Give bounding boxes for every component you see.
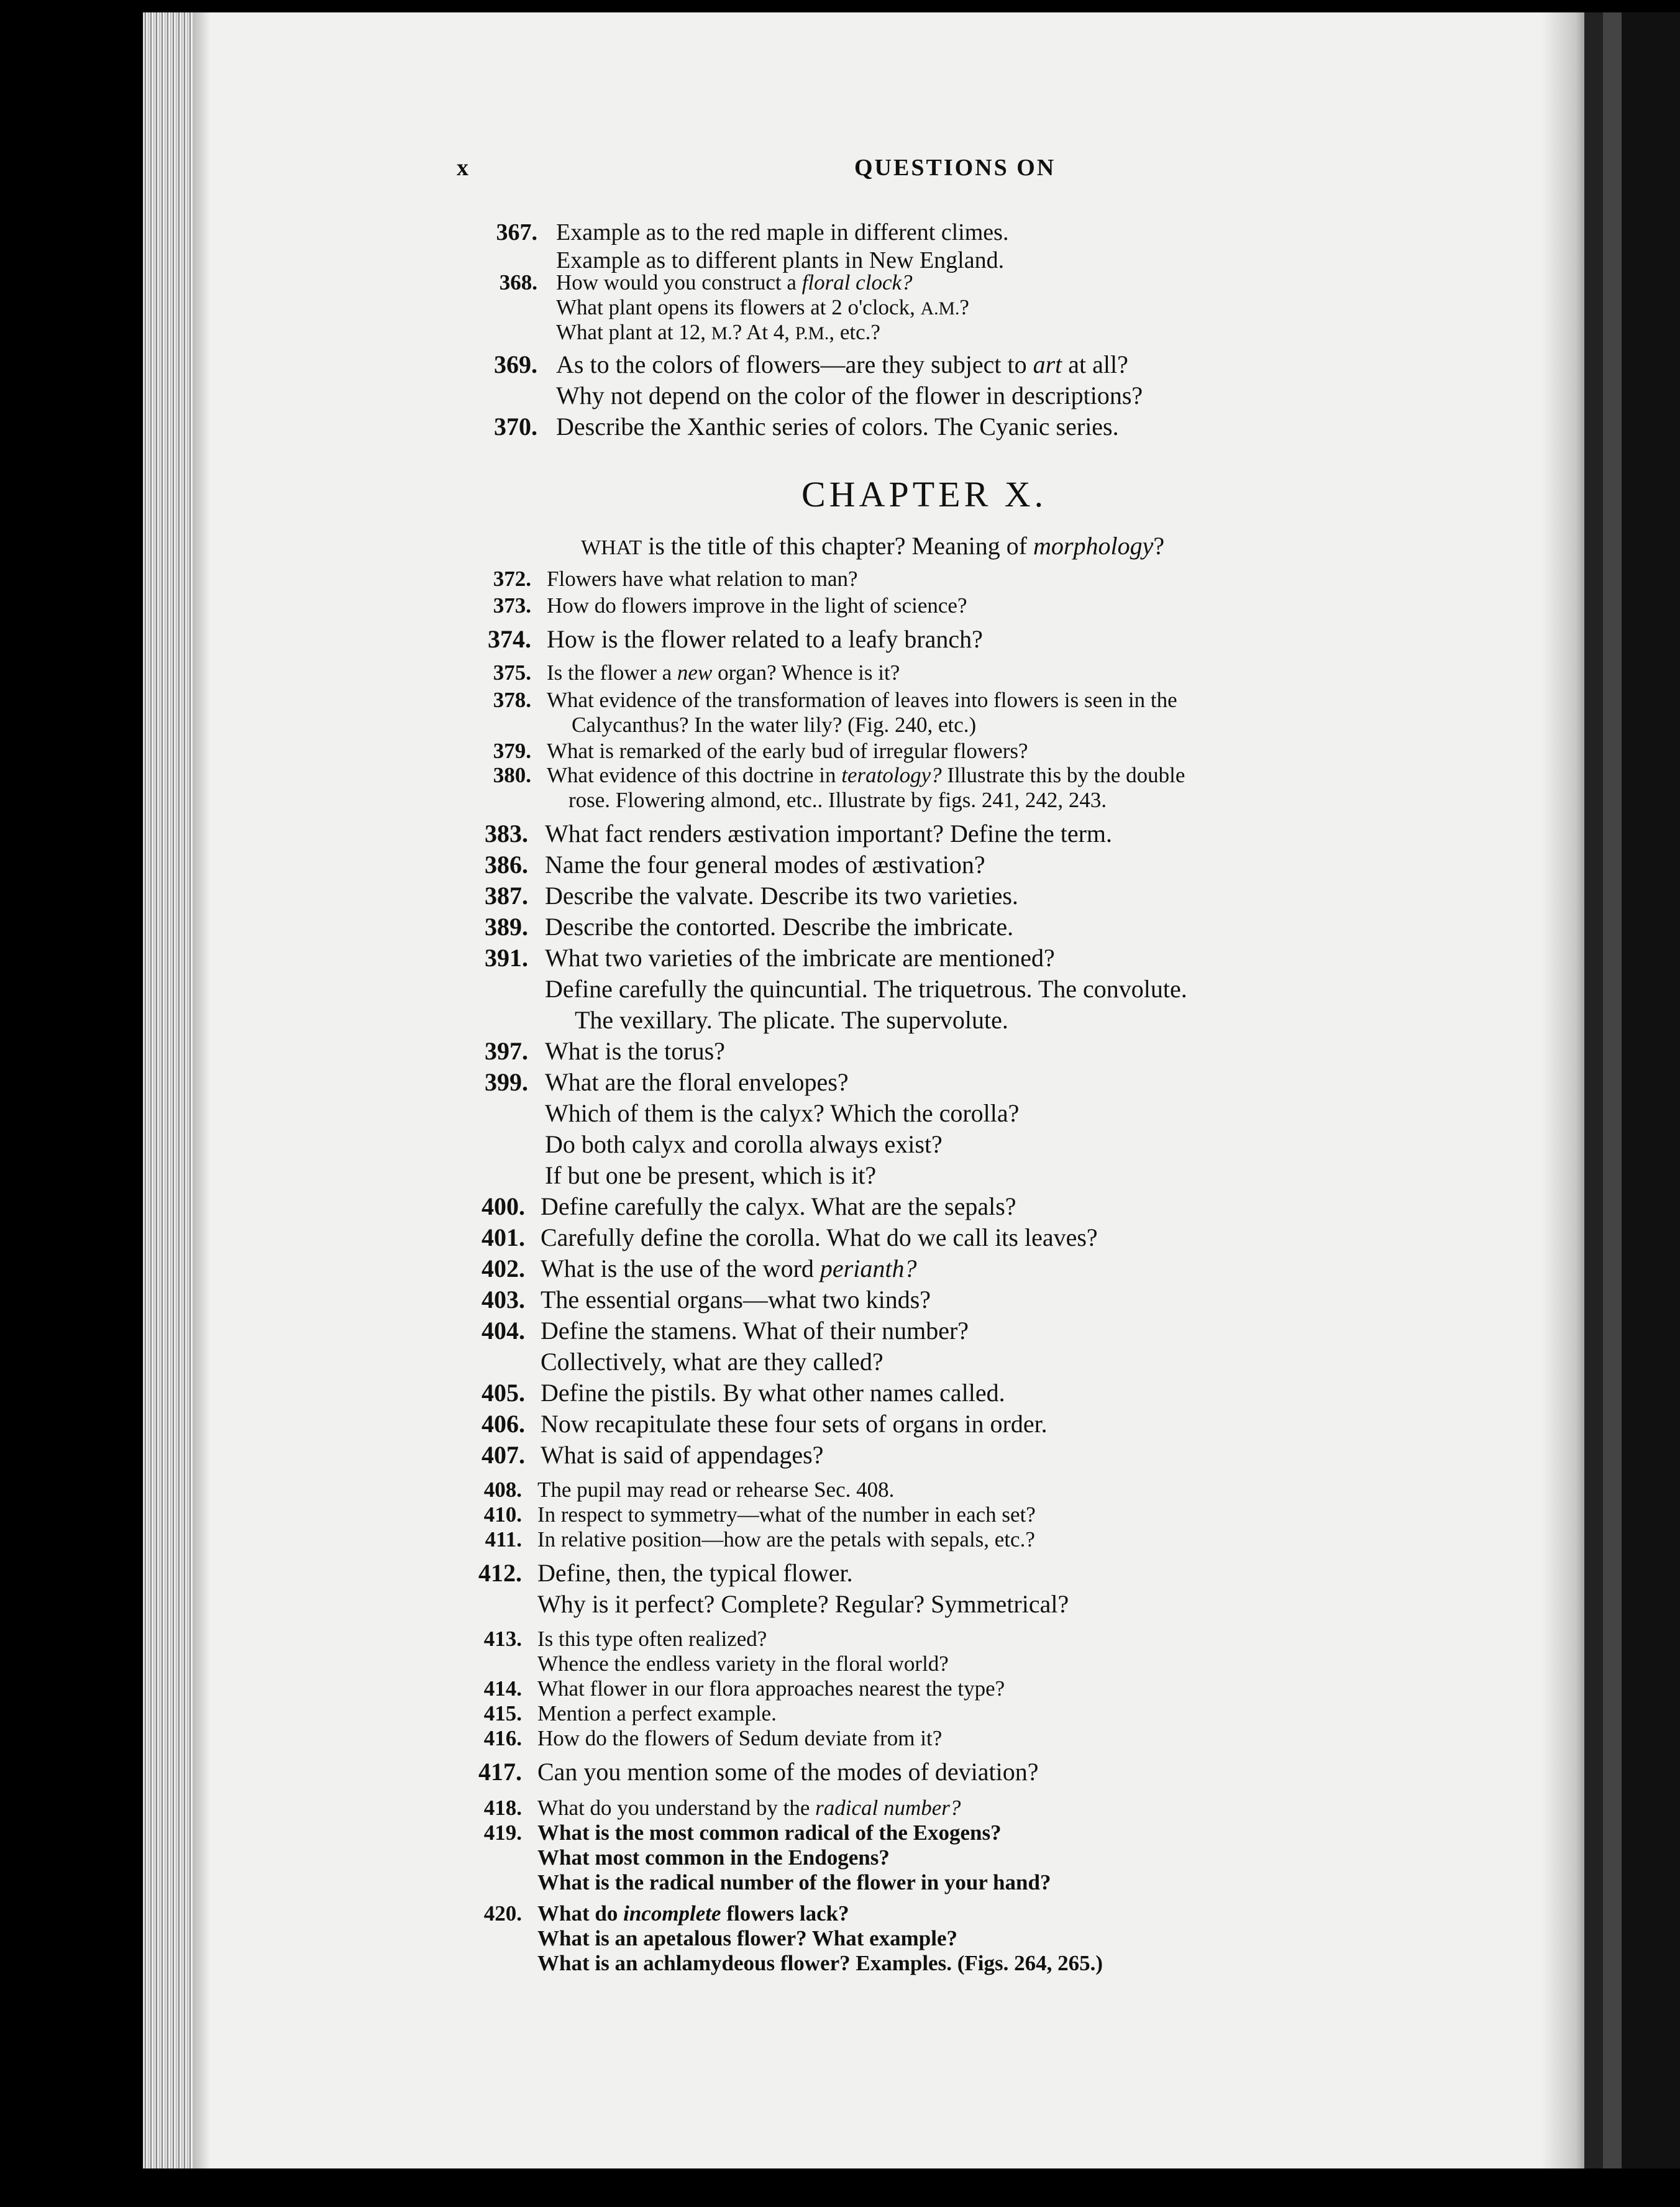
question-text: WHAT is the title of this chapter? Meaning of morphology? bbox=[581, 532, 1165, 560]
question-text: In relative position—how are the petals with sepals, etc.? bbox=[537, 1527, 1035, 1551]
question-number: 373. bbox=[493, 593, 531, 618]
question-number: 380. bbox=[493, 763, 531, 787]
question-number: 383. bbox=[485, 820, 528, 848]
question-number: 374. bbox=[488, 625, 531, 653]
question-text: What is said of appendages? bbox=[541, 1441, 824, 1469]
question-number: 399. bbox=[485, 1068, 528, 1096]
question-number: 403. bbox=[482, 1286, 525, 1314]
question-text: Describe the Xanthic series of colors. The Cyanic series. bbox=[556, 413, 1119, 441]
scan-border bbox=[143, 2168, 1680, 2207]
question-number: 419. bbox=[483, 1821, 522, 1845]
question-number: 379. bbox=[493, 739, 531, 763]
question-text: Name the four general modes of æstivation? bbox=[545, 851, 985, 879]
question-text: What is the torus? bbox=[545, 1037, 725, 1065]
question-text: Describe the valvate. Describe its two varieties. bbox=[545, 882, 1018, 910]
question-number: 418. bbox=[483, 1796, 522, 1820]
page-edges bbox=[143, 12, 193, 2168]
page-curve-shadow bbox=[1541, 12, 1591, 2168]
question-number: 402. bbox=[482, 1254, 525, 1282]
question-text: As to the colors of flowers—are they subject to art at all? bbox=[556, 350, 1128, 378]
question-text: Define carefully the calyx. What are the sepals? bbox=[541, 1192, 1016, 1220]
question-number: 407. bbox=[482, 1441, 525, 1469]
question-text: What plant at 12, M.? At 4, P.M., etc.? bbox=[556, 320, 880, 344]
question-text: Is the flower a new organ? Whence is it? bbox=[547, 660, 900, 685]
question-text: How do flowers improve in the light of science? bbox=[547, 593, 967, 618]
question-text: What is the radical number of the flower in your hand? bbox=[537, 1870, 1051, 1894]
question-text: Mention a perfect example. bbox=[537, 1701, 777, 1725]
question-number: 408. bbox=[483, 1478, 522, 1502]
question-number: 414. bbox=[483, 1676, 522, 1701]
question-number: 391. bbox=[485, 944, 528, 972]
question-number: 375. bbox=[493, 660, 531, 685]
question-text: Describe the contorted. Describe the imbricate. bbox=[545, 913, 1014, 941]
question-text: What evidence of the transformation of leaves into flowers is seen in the bbox=[547, 688, 1177, 712]
question-text: Define the stamens. What of their number? bbox=[541, 1317, 969, 1345]
question-text: What two varieties of the imbricate are mentioned? bbox=[545, 944, 1055, 972]
question-text: Collectively, what are they called? bbox=[541, 1348, 883, 1376]
question-number: 411. bbox=[485, 1527, 522, 1551]
question-text: Carefully define the corolla. What do we call its leaves? bbox=[541, 1223, 1098, 1251]
question-number: 416. bbox=[483, 1726, 522, 1750]
question-number: 369. bbox=[494, 350, 537, 378]
question-text: The pupil may read or rehearse Sec. 408. bbox=[537, 1478, 895, 1502]
question-text: What is the use of the word perianth? bbox=[541, 1254, 917, 1282]
question-text: What flower in our flora approaches nearest the type? bbox=[537, 1676, 1005, 1701]
question-text: The essential organs—what two kinds? bbox=[541, 1286, 931, 1314]
question-number: 405. bbox=[482, 1379, 525, 1407]
question-number: 415. bbox=[483, 1701, 522, 1725]
question-text: Example as to different plants in New England. bbox=[556, 247, 1005, 273]
question-text: Define carefully the quincuntial. The triquetrous. The convolute. bbox=[545, 975, 1187, 1003]
question-text: Is this type often realized? bbox=[537, 1627, 767, 1651]
question-text: What evidence of this doctrine in teratology? Illustrate this by the double bbox=[547, 763, 1185, 787]
page-gutter-shadow bbox=[193, 12, 210, 2168]
question-text: How is the flower related to a leafy branch? bbox=[547, 625, 983, 653]
question-text: What is an apetalous flower? What example? bbox=[537, 1926, 958, 1950]
question-number: 387. bbox=[485, 882, 528, 910]
question-text: What fact renders æstivation important? Define the term. bbox=[545, 820, 1113, 848]
question-text: Do both calyx and corolla always exist? bbox=[545, 1130, 943, 1158]
question-text: How would you construct a floral clock? bbox=[556, 270, 913, 295]
question-number: 378. bbox=[493, 688, 531, 712]
question-text: Example as to the red maple in different climes. bbox=[556, 219, 1009, 245]
question-text: Can you mention some of the modes of deviation? bbox=[537, 1758, 1039, 1786]
question-number: 372. bbox=[493, 567, 531, 591]
question-text: How do the flowers of Sedum deviate from it? bbox=[537, 1726, 943, 1750]
running-title: QUESTIONS ON bbox=[854, 155, 1056, 181]
question-text: rose. Flowering almond, etc.. Illustrate by figs. 241, 242, 243. bbox=[568, 788, 1107, 812]
question-text: Define the pistils. By what other names called. bbox=[541, 1379, 1005, 1407]
question-number: 400. bbox=[482, 1192, 525, 1220]
question-text: Why not depend on the color of the flower in descriptions? bbox=[556, 382, 1143, 409]
question-text: Define, then, the typical flower. bbox=[537, 1559, 853, 1587]
question-text: Calycanthus? In the water lily? (Fig. 240, etc.) bbox=[572, 713, 977, 737]
question-number: 413. bbox=[483, 1627, 522, 1651]
question-text: What do incomplete flowers lack? bbox=[537, 1901, 849, 1926]
question-text: What are the floral envelopes? bbox=[545, 1068, 849, 1096]
page-number: x bbox=[457, 155, 470, 181]
question-text: The vexillary. The plicate. The supervolute. bbox=[575, 1006, 1008, 1034]
question-number: 410. bbox=[483, 1502, 522, 1527]
question-text: Now recapitulate these four sets of organs in order. bbox=[541, 1410, 1048, 1438]
question-number: 417. bbox=[478, 1758, 522, 1786]
question-number: 397. bbox=[485, 1037, 528, 1065]
question-number: 404. bbox=[482, 1317, 525, 1345]
question-text: Why is it perfect? Complete? Regular? Symmetrical? bbox=[537, 1590, 1069, 1618]
question-number: 370. bbox=[494, 413, 537, 441]
book-spine bbox=[1584, 12, 1680, 2168]
question-number: 368. bbox=[499, 270, 537, 295]
question-text: In respect to symmetry—what of the number in each set? bbox=[537, 1502, 1036, 1527]
question-text: Which of them is the calyx? Which the corolla? bbox=[545, 1099, 1020, 1127]
question-text: What plant opens its flowers at 2 o'clock, A.M.? bbox=[556, 295, 969, 319]
question-text: What most common in the Endogens? bbox=[537, 1845, 890, 1870]
question-number: 420. bbox=[483, 1901, 522, 1926]
question-number: 367. bbox=[496, 219, 537, 245]
question-text: Flowers have what relation to man? bbox=[547, 567, 858, 591]
chapter-title: CHAPTER X. bbox=[801, 474, 1048, 514]
question-text: What is the most common radical of the Exogens? bbox=[537, 1821, 1002, 1845]
question-number: 386. bbox=[485, 851, 528, 879]
question-number: 412. bbox=[478, 1559, 522, 1587]
question-text: What do you understand by the radical number? bbox=[537, 1796, 961, 1820]
question-number: 401. bbox=[482, 1223, 525, 1251]
question-text: What is remarked of the early bud of irregular flowers? bbox=[547, 739, 1028, 763]
question-text: If but one be present, which is it? bbox=[545, 1161, 877, 1189]
question-number: 406. bbox=[482, 1410, 525, 1438]
question-text: Whence the endless variety in the floral world? bbox=[537, 1652, 949, 1676]
question-number: 389. bbox=[485, 913, 528, 941]
question-text: What is an achlamydeous flower? Examples. (Figs. 264, 265.) bbox=[537, 1951, 1103, 1975]
